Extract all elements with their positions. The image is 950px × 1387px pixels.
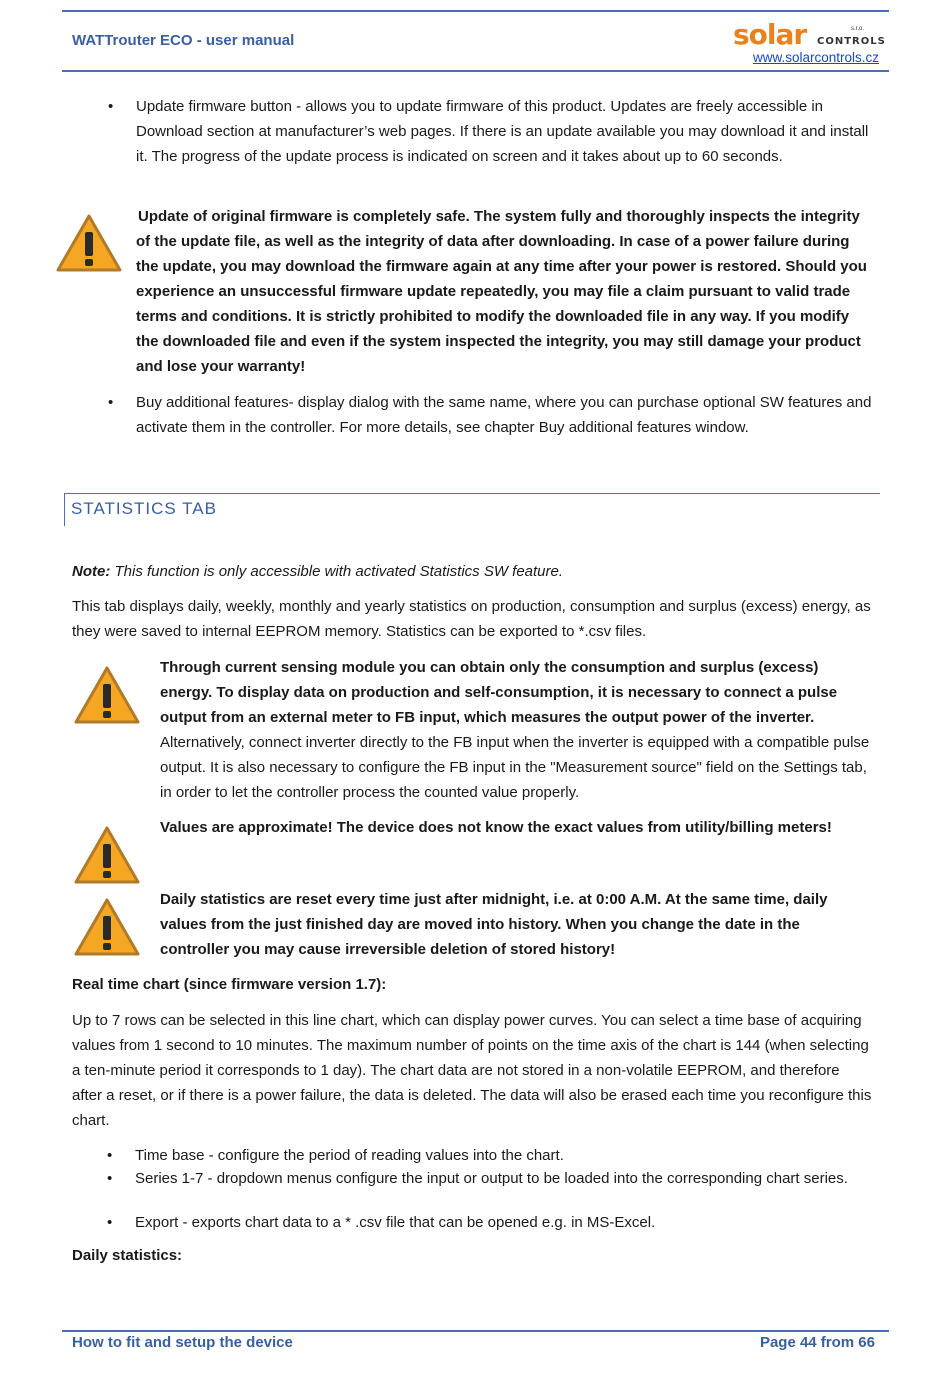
section-title: STATISTICS TAB <box>71 499 217 518</box>
list-item-series: • Series 1-7 - dropdown menus configure the input or output to be loaded into the corresponding chart series. <box>135 1168 875 1190</box>
realtime-paragraph: Up to 7 rows can be selected in this line chart, which can display power curves. You can select a time base of acquiring values from 1 second to 10 minutes. The maximum number of points on the time axis of the chart is 144 (when selecting a ten-minute period it corresponds to 1 day). The chart data are not stored in a non-volatile EEPROM, and therefore after a reset, or if there is a power failure, the data is deleted. The data will also be erased each time you reconfigure this chart. <box>72 1012 872 1129</box>
list-item-buy-features: • Buy additional features- display dialog with the same name, where you can purchase optional SW features and activate them in the controller. For more details, see chapter Buy additional features window. <box>136 390 876 440</box>
document-title: WATTrouter ECO - user manual <box>72 32 295 49</box>
warning-sensing-paragraph <box>160 655 872 805</box>
realtime-heading: Real time chart (since firmware version 1.7): <box>72 976 387 993</box>
warning-sensing-bold: Through current sensing module you can obtain only the consumption and surplus (excess) energy. To display data on production and self-consumption, it is necessary to connect a pulse output from an external meter to FB input, which measures the output power of the inverter. <box>160 659 838 726</box>
footer-rule <box>62 1330 889 1332</box>
note-label: Note: <box>72 563 111 580</box>
warning-daily-text: Daily statistics are reset every time just after midnight, i.e. at 0:00 A.M. At the same time, daily values from the just finished day are moved into history. When you change the date in the controller you may cause irreversible deletion of stored history! <box>160 891 828 958</box>
website-link[interactable]: www.solarcontrols.cz <box>752 50 879 65</box>
warning-icon <box>72 896 142 960</box>
list-item-export: • Export - exports chart data to a * .csv file that can be opened e.g. in MS-Excel. <box>135 1212 875 1234</box>
warning-approx-text: Values are approximate! The device does not know the exact values from utility/billing meters! <box>160 819 832 836</box>
warning-icon <box>54 212 124 276</box>
footer-page-number: Page 44 from 66 <box>759 1334 875 1351</box>
warning-sensing-normal: Alternatively, connect inverter directly to the FB input when the inverter is equipped with a compatible pulse output. It is also necessary to configure the FB input in the "Measurement source" field on the Settings tab, in order to let the controller process the counted value properly. <box>160 734 870 801</box>
header-bottom-rule <box>62 70 889 72</box>
logo-wordmark: solar <box>733 18 807 51</box>
daily-heading: Daily statistics: <box>72 1247 183 1264</box>
company-logo <box>733 18 886 51</box>
list-item-update-firmware: • Update firmware button - allows you to update firmware of this product. Updates are freely accessible in Download section at manufacturer’s web pages. If there is an update available you may download it and install it. The progress of the update process is indicated on screen and it takes about up to 60 seconds. <box>136 94 881 169</box>
note-paragraph <box>72 559 872 584</box>
footer-chapter: How to fit and setup the device <box>72 1334 293 1351</box>
warning-icon <box>72 824 142 888</box>
warning-firmware-text: Update of original firmware is completely safe. The system fully and thoroughly inspects the integrity of the update file, as well as the integrity of data after downloading. In case of a power failure during the update, you may download the firmware again at any time after your power is restored. Should you experience an unsuccessful firmware update repeatedly, you may file a claim pursuant to valid trade terms and conditions. It is strictly prohibited to modify the downloaded file in any way. If you modify the downloaded file and even if the system inspected the integrity, you may still damage your product and lose your warranty! <box>136 208 867 375</box>
list-item-time-base: • Time base - configure the period of reading values into the chart. <box>135 1145 875 1167</box>
logo-subtitle: CONTROLS <box>817 36 886 47</box>
logo-sro: s.r.o. <box>851 26 865 32</box>
intro-paragraph: This tab displays daily, weekly, monthly and yearly statistics on production, consumption and surplus (excess) energy, as they were saved to internal EEPROM memory. Statistics can be exported to *.csv files. <box>72 598 871 640</box>
note-text: This function is only accessible with activated Statistics SW feature. <box>110 563 564 580</box>
warning-icon <box>72 664 142 728</box>
header-top-rule <box>62 10 889 12</box>
